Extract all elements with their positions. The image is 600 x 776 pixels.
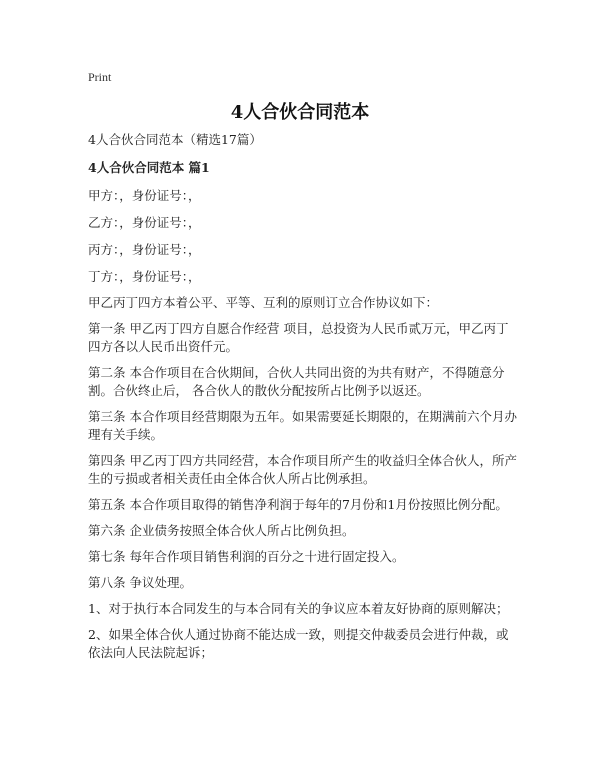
- article-1: 第一条 甲乙丙丁四方自愿合作经营 项目，总投资为人民币贰万元，甲乙丙丁四方各以人民币出资仟元。: [88, 321, 509, 354]
- document-body: [88, 130, 520, 670]
- article-3: 第三条 本合作项目经营期限为五年。如果需要延长期限的，在期满前六个月办理有关手续。: [88, 409, 517, 442]
- article-8: 第八条 争议处理。: [88, 575, 192, 590]
- document-subtitle: 4人合伙合同范本（精选17篇）: [88, 132, 262, 147]
- party-line-c: 丙方：，身份证号：，: [88, 242, 201, 257]
- article-2: 第二条 本合作项目在合伙期间，合伙人共同出资的为共有财产，不得随意分割。合伙终止后， 各合伙人的散伙分配按所占比例予以返还。: [88, 365, 505, 398]
- article-4: 第四条 甲乙丙丁四方共同经营，本合作项目所产生的收益归全体合伙人，所产生的亏损或者相关责任由全体合伙人所占比例承担。: [88, 453, 517, 486]
- document-title: 4人合伙合同范本: [230, 102, 370, 123]
- intro-paragraph: 甲乙丙丁四方本着公平、平等、互利的原则订立合作协议如下：: [88, 295, 439, 310]
- party-line-b: 乙方：，身份证号：，: [88, 215, 201, 230]
- party-line-a: 甲方：，身份证号：，: [88, 188, 201, 203]
- print-link[interactable]: Print: [88, 70, 112, 84]
- article-7: 第七条 每年合作项目销售利润的百分之十进行固定投入。: [88, 549, 405, 564]
- section-heading: 4人合伙合同范本 篇1: [88, 160, 210, 175]
- article-5: 第五条 本合作项目取得的销售净利润于每年的7月份和1月份按照比例分配。: [88, 497, 508, 512]
- article-6: 第六条 企业债务按照全体合伙人所占比例负担。: [88, 523, 355, 538]
- party-line-d: 丁方：，身份证号：，: [88, 269, 201, 284]
- dispute-clause-2: 2、如果全体合伙人通过协商不能达成一致，则提交仲裁委员会进行仲裁，或依法向人民法院起诉；: [88, 627, 509, 660]
- dispute-clause-1: 1、对于执行本合同发生的与本合同有关的争议应本着友好协商的原则解决；: [88, 601, 509, 616]
